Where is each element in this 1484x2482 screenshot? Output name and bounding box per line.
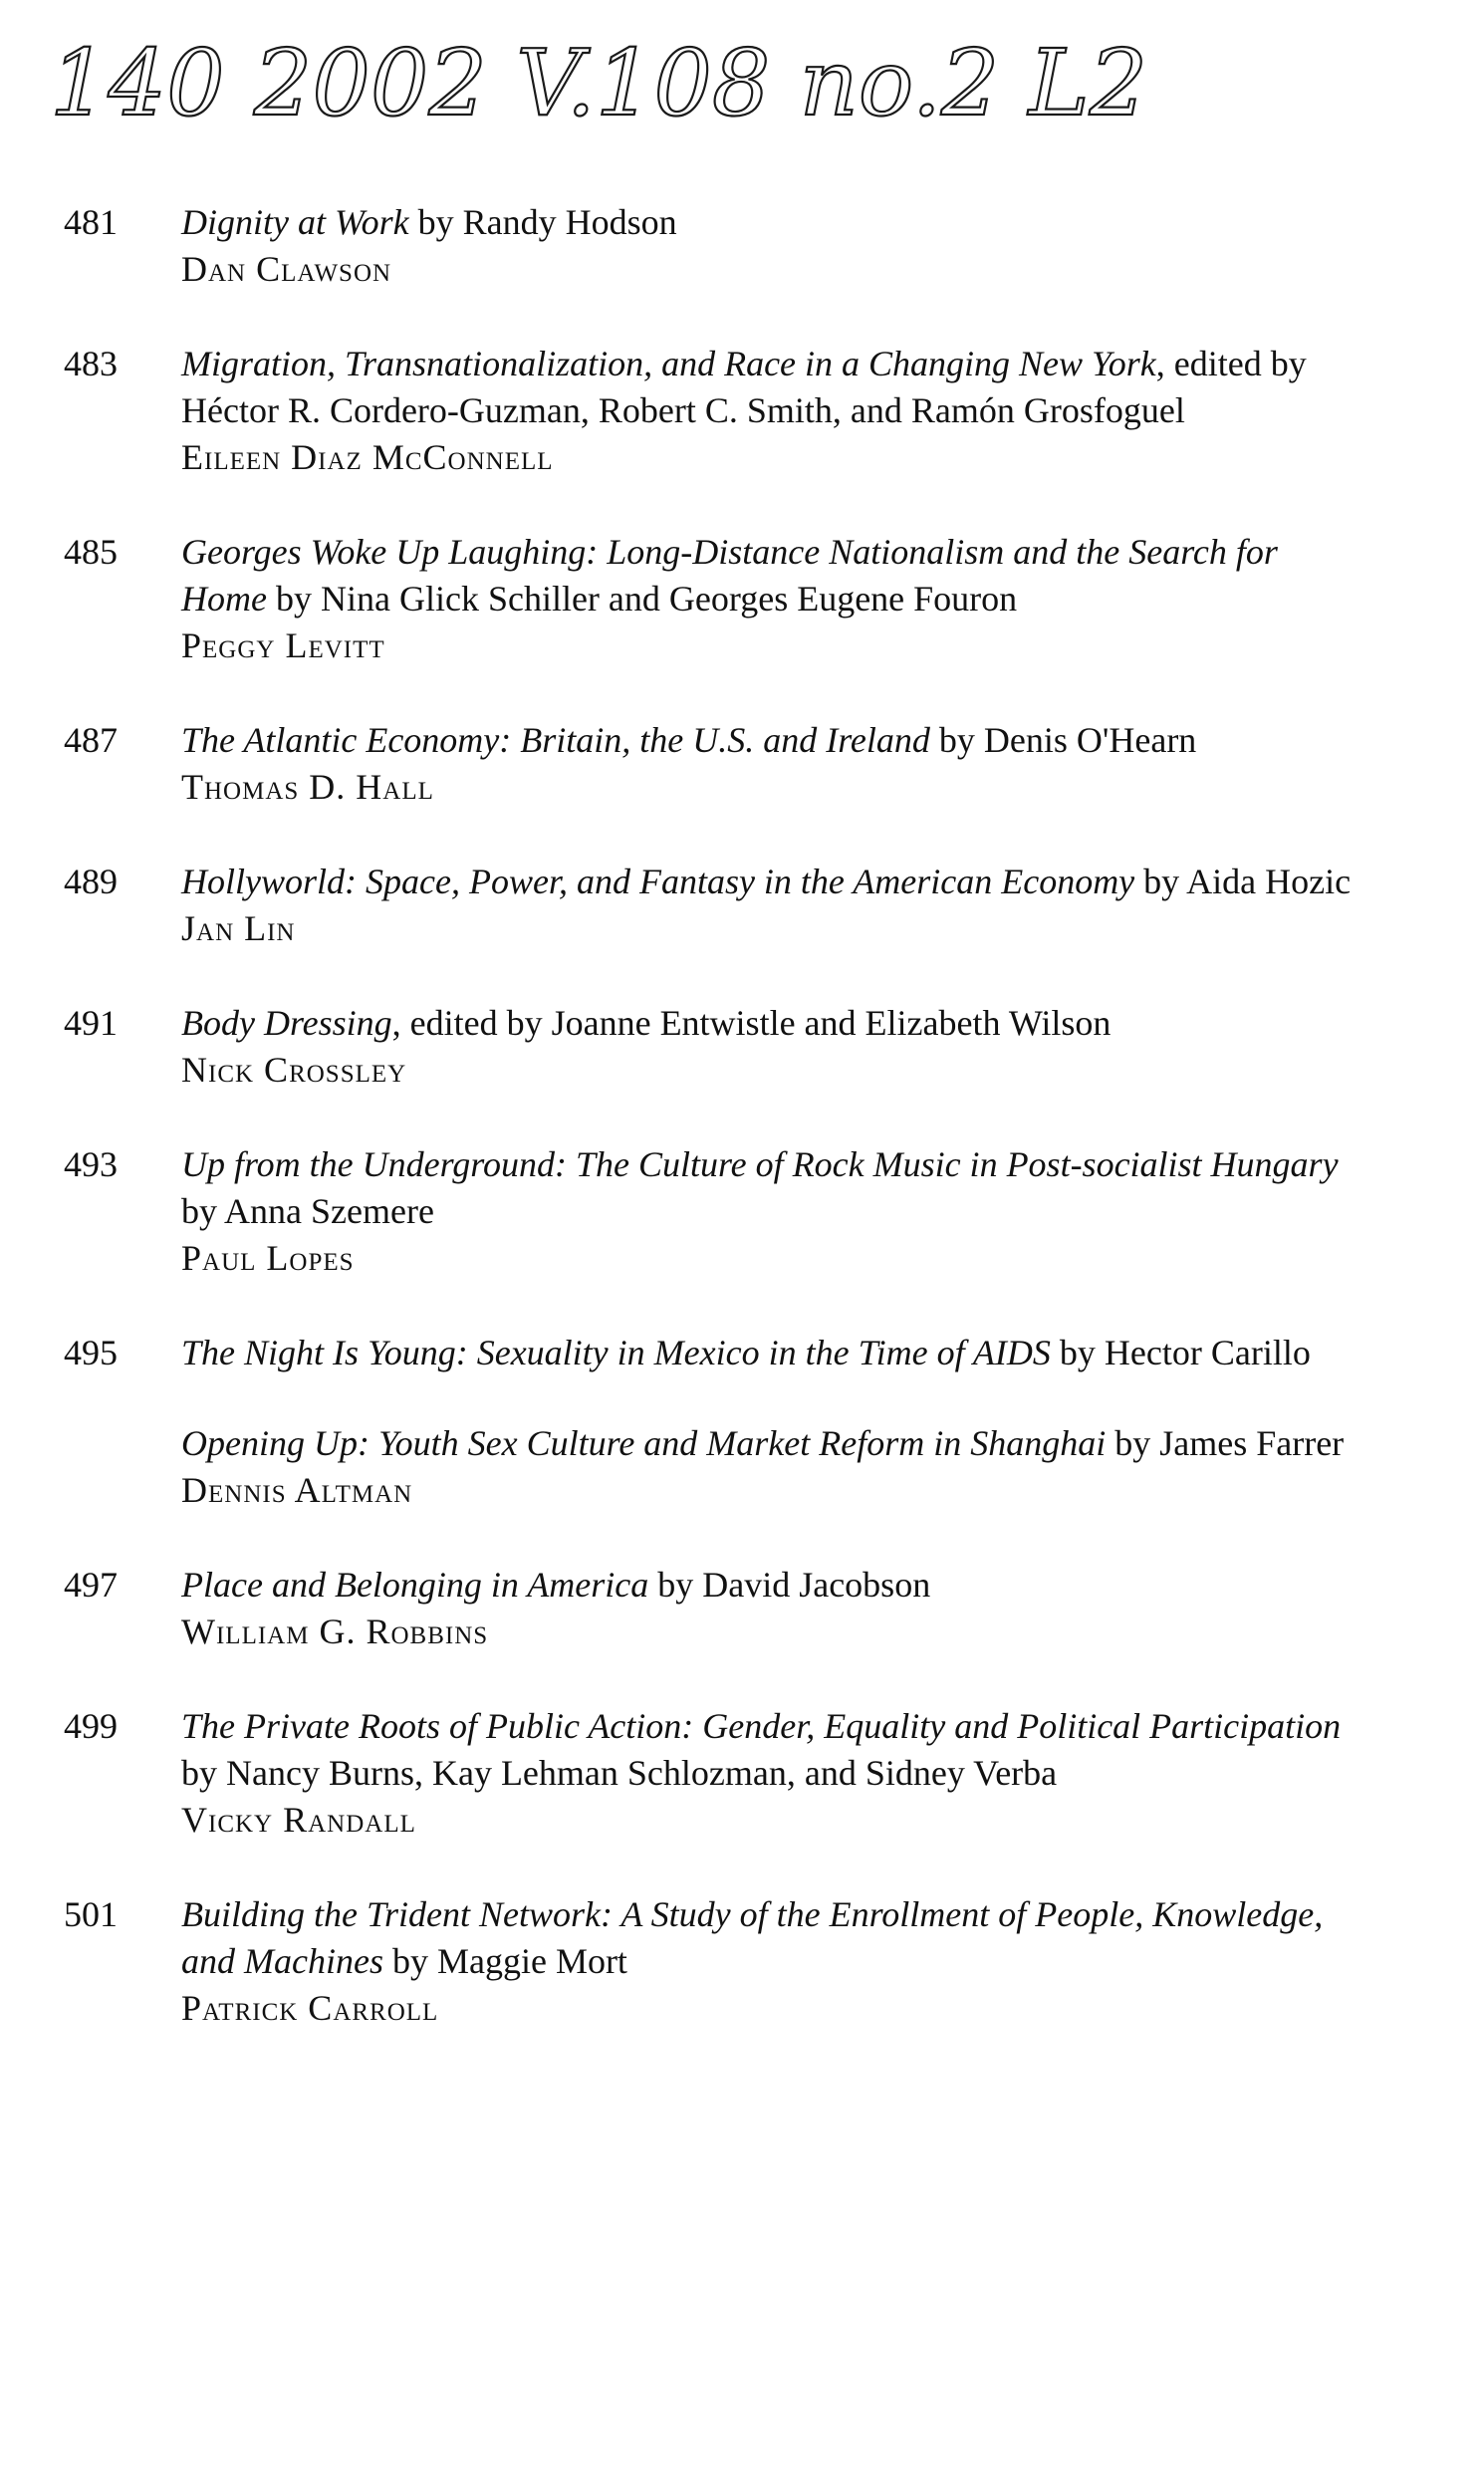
entry-content (181, 1000, 1361, 1094)
reviewer-name: Dennis Altman (181, 1470, 413, 1510)
entry-content (181, 341, 1361, 481)
book-citation (181, 1891, 1361, 2032)
book-title: The Atlantic Economy: Britain, the U.S. and Ireland (181, 720, 930, 760)
reviewer-name: Paul Lopes (181, 1238, 355, 1278)
book-byline: by Aida Hozic (1134, 862, 1352, 901)
book-title: Up from the Underground: The Culture of Rock Music in Post-socialist Hungary (181, 1144, 1339, 1184)
book-byline: by Hector Carillo (1050, 1333, 1311, 1372)
book-citation (181, 859, 1361, 952)
book-title: Body Dressing (181, 1003, 392, 1043)
book-title: Migration, Transnationalization, and Race in a Changing New York (181, 344, 1156, 383)
reviewer-name: Thomas D. Hall (181, 767, 434, 807)
entry-content (181, 1891, 1361, 2032)
page-number: 501 (64, 1894, 118, 1934)
book-byline: , edited by Joanne Entwistle and Elizabeth Wilson (391, 1003, 1112, 1043)
reviewer-name: Vicky Randall (181, 1800, 416, 1840)
book-title: Opening Up: Youth Sex Culture and Market Reform in Shanghai (181, 1423, 1107, 1463)
review-entry (0, 717, 1484, 811)
book-byline: by Nancy Burns, Kay Lehman Schlozman, and Sidney Verba (181, 1753, 1058, 1793)
book-citation (181, 1420, 1361, 1514)
page-number: 495 (64, 1333, 118, 1372)
book-citation (181, 1000, 1361, 1094)
entry-content (181, 529, 1361, 669)
book-citation (181, 529, 1361, 669)
entry-content (181, 1562, 1361, 1655)
review-entry (0, 1330, 1484, 1514)
entry-content (181, 1330, 1361, 1514)
page-number: 491 (64, 1003, 118, 1043)
reviewer-name: William G. Robbins (181, 1612, 489, 1651)
book-title: The Night Is Young: Sexuality in Mexico in the Time of AIDS (181, 1333, 1051, 1372)
book-title: Hollyworld: Space, Power, and Fantasy in the American Economy (181, 862, 1135, 901)
review-entry (0, 1703, 1484, 1844)
review-entry (0, 1141, 1484, 1282)
page-number: 481 (64, 202, 118, 242)
reviewer-name: Eileen Diaz McConnell (181, 437, 554, 477)
book-citation (181, 341, 1361, 481)
page-number: 485 (64, 532, 118, 572)
reviewer-name: Jan Lin (181, 908, 296, 948)
book-byline: by Randy Hodson (408, 202, 677, 242)
book-byline: by Anna Szemere (181, 1191, 434, 1231)
book-citation (181, 1562, 1361, 1655)
book-byline: , edited by Héctor R. Cordero-Guzman, Robert C. Smith, and Ramón Grosfoguel (181, 344, 1307, 430)
book-byline: by Maggie Mort (382, 1941, 627, 1981)
book-byline: by James Farrer (1106, 1423, 1345, 1463)
review-list (0, 199, 1484, 2080)
book-title: Place and Belonging in America (181, 1565, 649, 1605)
review-entry (0, 1891, 1484, 2032)
book-title: The Private Roots of Public Action: Gender, Equality and Political Participation (181, 1706, 1342, 1746)
entry-content (181, 717, 1361, 811)
book-title: Building the Trident Network: A Study of the Enrollment of People, Knowledge, and Machines (181, 1894, 1324, 1981)
book-byline: by David Jacobson (648, 1565, 931, 1605)
entry-content (181, 1141, 1361, 1282)
entry-content (181, 1703, 1361, 1844)
book-title: Dignity at Work (181, 202, 409, 242)
review-entry (0, 859, 1484, 952)
review-entry (0, 1562, 1484, 1655)
review-entry (0, 199, 1484, 293)
page-number: 489 (64, 862, 118, 901)
review-entry (0, 1000, 1484, 1094)
page-number: 499 (64, 1706, 118, 1746)
page-number: 487 (64, 720, 118, 760)
book-citation (181, 1330, 1361, 1376)
book-citation (181, 199, 1361, 293)
book-citation (181, 1703, 1361, 1844)
page-number: 483 (64, 344, 118, 383)
page-number: 493 (64, 1144, 118, 1184)
entry-content (181, 199, 1361, 293)
reviewer-name: Peggy Levitt (181, 625, 385, 665)
handwritten-shelf-note (40, 20, 1434, 149)
book-byline: by Denis O'Hearn (929, 720, 1197, 760)
review-entry (0, 341, 1484, 481)
review-entry (0, 529, 1484, 669)
page-number: 497 (64, 1565, 118, 1605)
book-citation (181, 717, 1361, 811)
reviewer-name: Nick Crossley (181, 1050, 407, 1090)
handwritten-note-text: 140 2002 V.108 no.2 L2 (50, 30, 1148, 136)
entry-content (181, 859, 1361, 952)
reviewer-name: Patrick Carroll (181, 1988, 439, 2028)
book-citation (181, 1141, 1361, 1282)
book-byline: by Nina Glick Schiller and Georges Eugene Fouron (266, 579, 1018, 619)
reviewer-name: Dan Clawson (181, 249, 392, 289)
book-title: Georges Woke Up Laughing: Long-Distance Nationalism and the Search for Home (181, 532, 1278, 619)
